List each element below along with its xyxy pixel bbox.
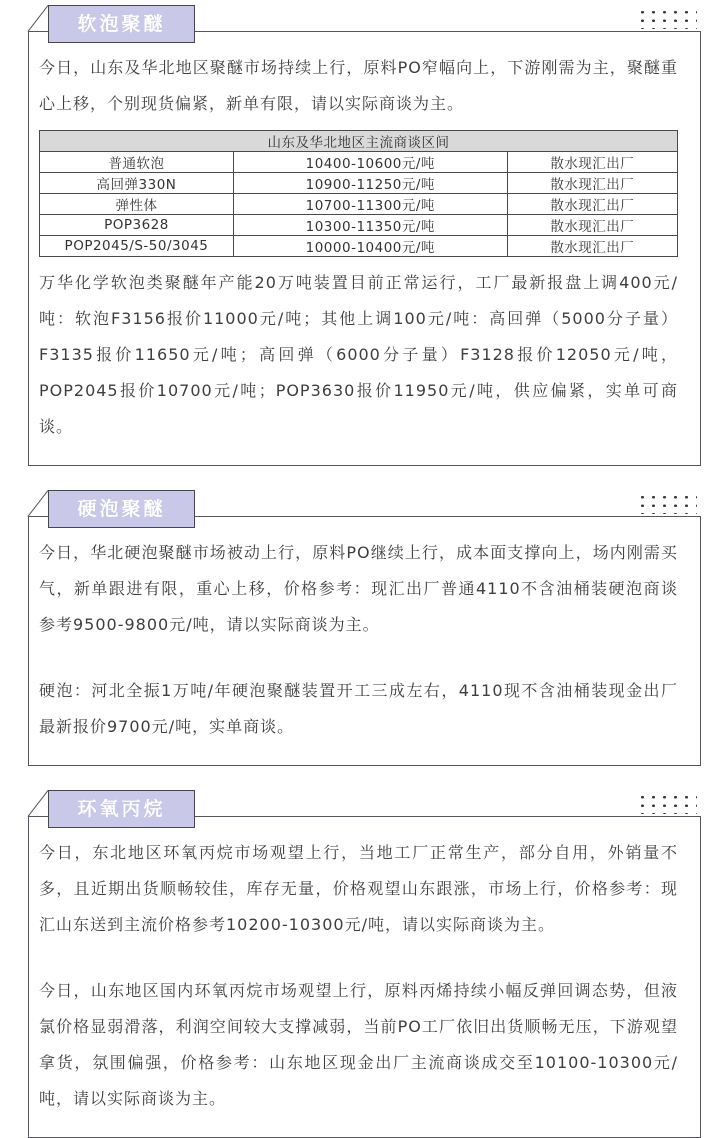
price-range-cell: 10000-10400元/吨 <box>233 236 507 257</box>
price-range-cell: 10400-10600元/吨 <box>233 152 507 173</box>
factory-quotes-paragraph: 硬泡：河北全振1万吨/年硬泡聚醚装置开工三成左右，4110现不含油桶装现金出厂最新报价9700元/吨，实单商谈。 <box>39 681 678 736</box>
dots-decoration <box>636 792 697 814</box>
section-title: 硬泡聚醚 <box>77 498 166 520</box>
product-cell: POP3628 <box>40 215 234 236</box>
product-cell: 普通软泡 <box>40 152 234 173</box>
factory-quotes-paragraph: 万华化学软泡类聚醚年产能20万吨装置目前正常运行，工厂最新报盘上调400元/吨：软泡F3156报价11000元/吨；其他上调100元/吨：高回弹（5000分子量）F3135报价11650元/吨；高回弹（6000分子量）F3128报价12050元/吨，POP2045报价10700元/吨；POP3630报价11950元/吨，供应偏紧，实单可商谈。 <box>39 273 678 436</box>
table-title: 山东及华北地区主流商谈区间 <box>40 131 678 152</box>
section-title-badge <box>48 490 195 528</box>
section-propylene-oxide <box>28 790 701 1138</box>
table-row <box>40 215 678 236</box>
section-title: 软泡聚醚 <box>77 13 166 35</box>
dots-decoration <box>636 492 697 514</box>
dots-decoration <box>636 7 697 29</box>
table-row <box>40 194 678 215</box>
section-rigid-foam-polyether <box>28 490 701 766</box>
product-cell: POP2045/S-50/3045 <box>40 236 234 257</box>
product-cell: 弹性体 <box>40 194 234 215</box>
price-range-cell: 10700-11300元/吨 <box>233 194 507 215</box>
price-table <box>39 130 678 257</box>
terms-cell: 散水现汇出厂 <box>507 194 677 215</box>
table-header-row <box>40 131 678 152</box>
terms-cell: 散水现汇出厂 <box>507 152 677 173</box>
table-row <box>40 173 678 194</box>
product-cell: 高回弹330N <box>40 173 234 194</box>
section-title-badge <box>48 5 195 43</box>
section-panel <box>28 816 701 1138</box>
price-range-cell: 10900-11250元/吨 <box>233 173 507 194</box>
market-summary-paragraph: 今日，华北硬泡聚醚市场被动上行，原料PO继续上行，成本面支撑向上，场内刚需买气，新单跟进有限，重心上移，价格参考：现汇出厂普通4110不含油桶装硬泡商谈参考9500-9800元/吨，请以实际商谈为主。 <box>39 543 678 634</box>
market-summary-paragraph: 今日，山东及华北地区聚醚市场持续上行，原料PO窄幅向上，下游刚需为主，聚醚重心上移，个别现货偏紧，新单有限，请以实际商谈为主。 <box>39 58 678 113</box>
table-row <box>40 236 678 257</box>
section-soft-foam-polyether <box>28 5 701 466</box>
terms-cell: 散水现汇出厂 <box>507 236 677 257</box>
corner-fold-line <box>27 790 48 817</box>
terms-cell: 散水现汇出厂 <box>507 173 677 194</box>
table-row <box>40 152 678 173</box>
terms-cell: 散水现汇出厂 <box>507 215 677 236</box>
shandong-market-paragraph: 今日，山东地区国内环氧丙烷市场观望上行，原料丙烯持续小幅反弹回调态势，但液氯价格显弱滑落，利润空间较大支撑减弱，当前PO工厂依旧出货顺畅无压，下游观望拿货，氛围偏强，价格参考：山东地区现金出厂主流商谈成交至10100-10300元/吨，请以实际商谈为主。 <box>39 981 678 1108</box>
section-title: 环氧丙烷 <box>77 798 166 820</box>
section-title-badge <box>48 790 195 828</box>
section-panel <box>28 31 701 466</box>
northeast-market-paragraph: 今日，东北地区环氧丙烷市场观望上行，当地工厂正常生产，部分自用，外销量不多，且近期出货顺畅较佳，库存无量，价格观望山东跟涨，市场上行，价格参考：现汇山东送到主流价格参考10200-10300元/吨，请以实际商谈为主。 <box>39 843 678 934</box>
price-range-cell: 10300-11350元/吨 <box>233 215 507 236</box>
corner-fold-line <box>27 5 48 32</box>
section-panel <box>28 516 701 766</box>
corner-fold-line <box>27 490 48 517</box>
